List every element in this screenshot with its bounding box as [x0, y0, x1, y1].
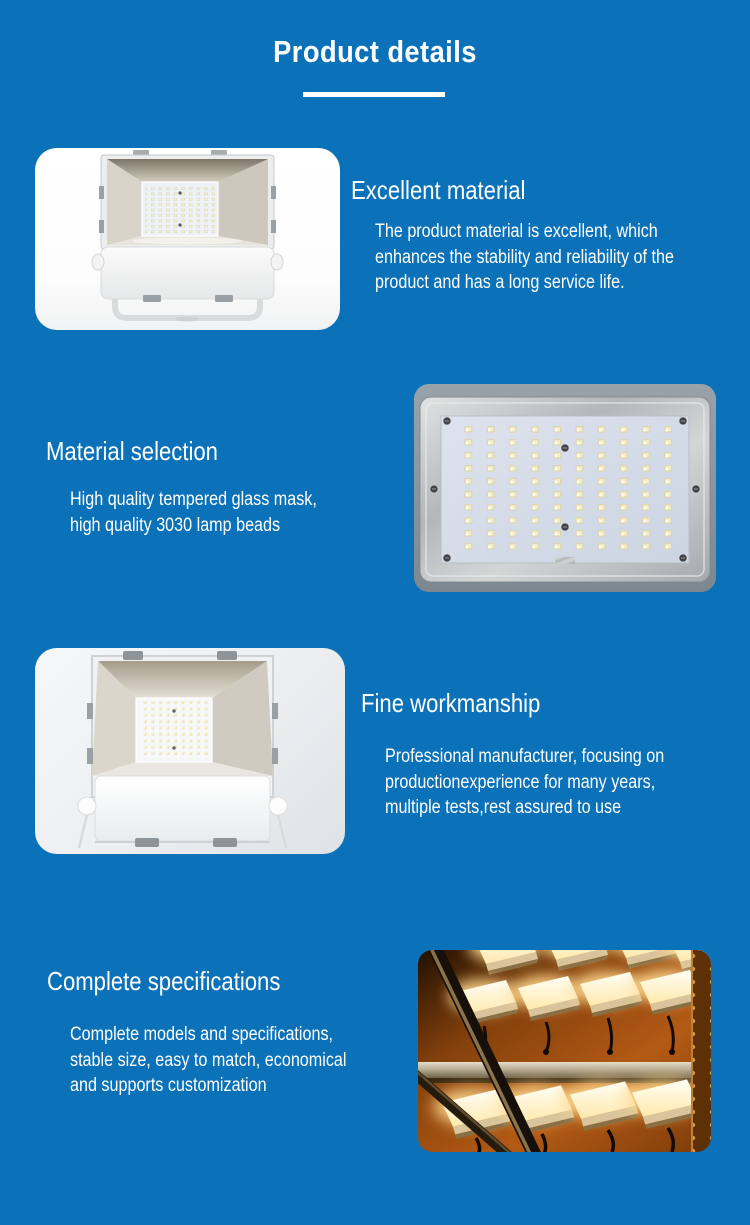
body-line: and supports customization — [70, 1075, 267, 1096]
page-title: Product details — [273, 34, 477, 69]
body-line: High quality tempered glass mask, — [70, 489, 317, 510]
body-line: multiple tests,rest assured to use — [385, 797, 622, 818]
body-line: high quality 3030 lamp beads — [70, 514, 281, 536]
led-panel-illustration — [414, 384, 716, 592]
section-heading-fine-workmanship: Fine workmanship — [361, 688, 541, 718]
body-line: The product material is excellent, which — [375, 221, 658, 242]
section-heading-complete-specifications: Complete specifications — [47, 966, 281, 996]
floodlight-front-illustration — [35, 148, 340, 330]
aging-test-racks-illustration — [418, 950, 711, 1152]
body-line: enhances the stability and reliability of the — [375, 246, 674, 268]
section-body-material-selection — [70, 487, 317, 538]
body-line: productionexperience for many years, — [385, 771, 656, 793]
aging-test-racks-photo — [418, 950, 711, 1152]
section-heading-material-selection: Material selection — [46, 436, 218, 466]
section-body-excellent-material — [375, 219, 674, 296]
section-heading-excellent-material: Excellent material — [351, 175, 526, 205]
section-body-fine-workmanship — [385, 744, 664, 821]
floodlight-angled-illustration — [35, 648, 345, 854]
section-body-complete-specifications — [70, 1022, 346, 1099]
body-line: product and has a long service life. — [375, 272, 625, 293]
floodlight-angled-view-photo — [35, 648, 345, 854]
title-underline — [303, 92, 445, 97]
floodlight-front-view-photo — [35, 148, 340, 330]
body-line: stable size, easy to match, economical — [70, 1049, 347, 1071]
led-panel-closeup-photo — [414, 384, 716, 592]
body-line: Complete models and specifications, — [70, 1024, 334, 1045]
body-line: Professional manufacturer, focusing on — [385, 746, 665, 767]
